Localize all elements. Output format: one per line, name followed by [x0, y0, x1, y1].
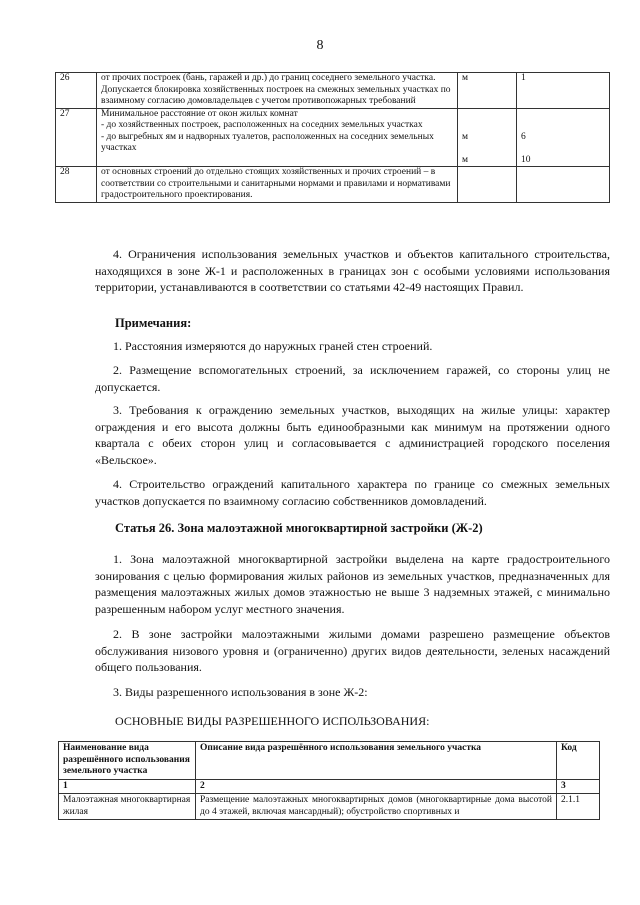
- row-number: 27: [56, 108, 97, 167]
- table-row: [56, 73, 610, 109]
- article-title: Статья 26. Зона малоэтажной многоквартирной застройки (Ж-2): [115, 521, 483, 535]
- column-number: 1: [59, 779, 196, 794]
- note-4: 4. Строительство ограждений капитального характера по границе со смежных земельных участков допускается по взаимному согласию собственников домовладений.: [95, 477, 610, 508]
- row-unit: [458, 167, 517, 203]
- permitted-uses-table: [58, 741, 600, 820]
- section-caption: ОСНОВНЫЕ ВИДЫ РАЗРЕШЕННОГО ИСПОЛЬЗОВАНИЯ:: [115, 714, 430, 728]
- column-number: 2: [196, 779, 557, 794]
- column-header-code: Код: [557, 742, 600, 780]
- row-number: 26: [56, 73, 97, 109]
- column-header-name: Наименование вида разрешённого использования земельного участка: [59, 742, 196, 780]
- use-code: 2.1.1: [557, 794, 600, 820]
- column-header-description: Описание вида разрешённого использования земельного участка: [196, 742, 557, 780]
- table-row: [56, 167, 610, 203]
- distances-table: [55, 72, 610, 203]
- table-header-row: [59, 742, 600, 780]
- row-unit: м м: [458, 108, 517, 167]
- note-3: 3. Требования к ограждению земельных участков, выходящих на жилые улицы: характер ограждения и его высота должны быть единообразными как минимум на протяжении одного квартала с обеих сторон улиц и согласовывается с администрацией городского поселения «Вельское».: [95, 403, 610, 467]
- row-value: [517, 167, 610, 203]
- article-paragraph-2: 2. В зоне застройки малоэтажными жилыми домами разрешено размещение объектов обслуживания низового уровня и (ограниченно) других видов деятельности, зеленых насаждений общего пользования.: [95, 627, 610, 674]
- row-value: 6 10: [517, 108, 610, 167]
- use-description: Размещение малоэтажных многоквартирных домов (многоквартирные дома высотой до 4 этажей, включая мансардный); обустройство спортивных и: [196, 794, 557, 820]
- table-row: [56, 108, 610, 167]
- article-paragraph-3: 3. Виды разрешенного использования в зоне Ж-2:: [113, 685, 368, 699]
- column-number: 3: [557, 779, 600, 794]
- table-row: [59, 794, 600, 820]
- note-1: 1. Расстояния измеряются до наружных граней стен строений.: [113, 339, 433, 353]
- use-name: Малоэтажная многоквартирная жилая: [59, 794, 196, 820]
- notes-title: Примечания:: [115, 316, 192, 330]
- row-text: от прочих построек (бань, гаражей и др.) до границ соседнего земельного участка. Допускается блокировка хозяйственных построек на смежных земельных участках по взаимному согласию домовладельцев с учетом противопожарных требований: [97, 73, 458, 109]
- row-value: 1: [517, 73, 610, 109]
- row-number: 28: [56, 167, 97, 203]
- note-2: 2. Размещение вспомогательных строений, за исключением гаражей, со стороны улиц не допускается.: [95, 363, 610, 394]
- row-unit: м: [458, 73, 517, 109]
- paragraph-restrictions: 4. Ограничения использования земельных участков и объектов капитального строительства, находящихся в зоне Ж-1 и расположенных в границах зон с особыми условиями использования территории, устанавливаются в соответствии со статьями 42-49 настоящих Правил.: [95, 247, 610, 294]
- row-text: от основных строений до отдельно стоящих хозяйственных и прочих строений – в соответствии со строительными и санитарными нормами и правилами и нормативами градостроительного проектирования.: [97, 167, 458, 203]
- article-paragraph-1: 1. Зона малоэтажной многоквартирной застройки выделена на карте градостроительного зонирования с целью формирования жилых районов из земельных участков, предназначенных для размещения малоэтажных жилых домов этажностью не выше 3 надземных этажей, с минимально разрешенным набором услуг местного значения.: [95, 552, 610, 616]
- row-text: Минимальное расстояние от окон жилых комнат - до хозяйственных построек, расположенных на соседних земельных участках - до выгребных ям и надворных туалетов, расположенных на соседних земельных участках: [97, 108, 458, 167]
- page-number: 8: [316, 38, 324, 53]
- table-number-row: [59, 779, 600, 794]
